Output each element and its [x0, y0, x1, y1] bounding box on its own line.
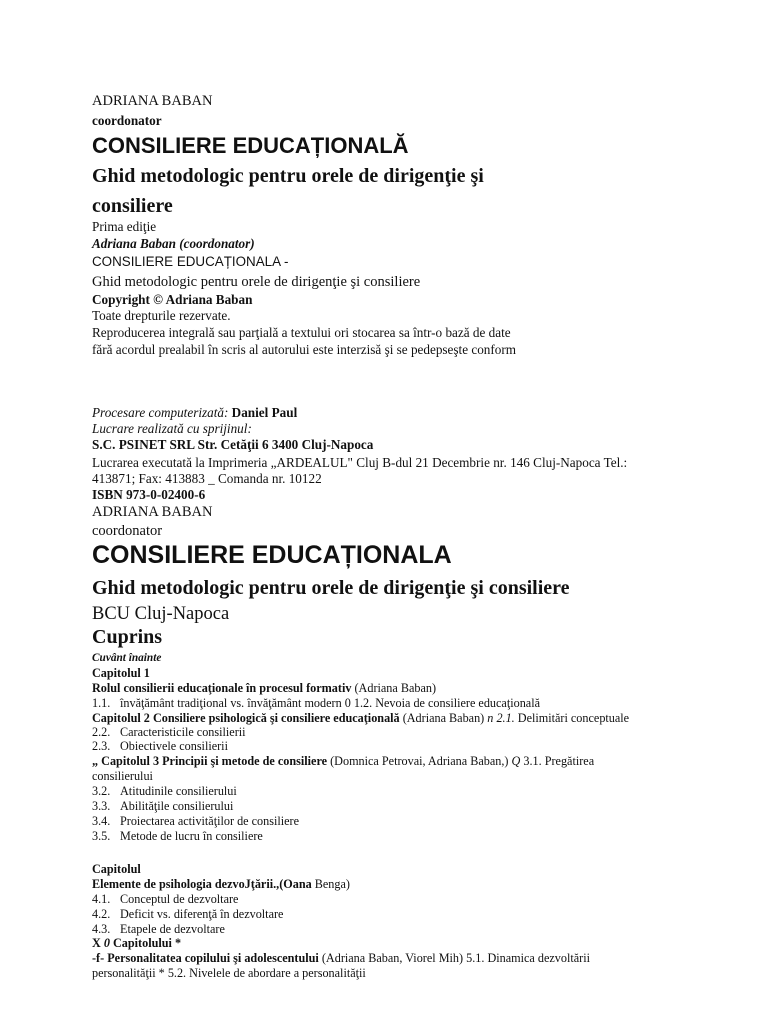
support-label: Lucrare realizată cu sprijinul:	[92, 421, 252, 436]
toc-chapter5-label: X 0 Capitolului *	[92, 936, 182, 950]
toc-item: 1.1. învăţământ tradiţional vs. învăţământ modern 0 1.2. Nevoia de consiliere educaţională	[92, 696, 540, 710]
toc-chapter1-title: Rolul consilierii educaţionale în procesul formativ	[92, 681, 352, 695]
title-plain: CONSILIERE EDUCAȚIONALA -	[92, 254, 289, 269]
toc-item: 4.1. Conceptul de dezvoltare	[92, 892, 239, 906]
author-coordinator: Adriana Baban (coordonator)	[92, 236, 255, 251]
toc-chapter1	[92, 682, 436, 695]
copyright: Copyright © Adriana Baban	[92, 292, 253, 307]
printing-line2: 413871; Fax: 413883 _ Comanda nr. 10122	[92, 471, 322, 486]
toc-chapter3-author: (Domnica Petrovai, Adriana Baban,)	[327, 754, 509, 768]
toc-item: 4.2. Deficit vs. diferenţă în dezvoltare	[92, 907, 284, 921]
contents-heading: Cuprins	[92, 626, 163, 648]
toc-chapter2: Capitolul 2 Consiliere psihologică şi consiliere educaţională (Adriana Baban) n 2.1. Delimitări conceptuale	[92, 711, 630, 725]
toc-chapter5-title: -f- Personalitatea copilului şi adolescentului	[92, 951, 319, 965]
subtitle-plain: Ghid metodologic pentru orele de dirigenţie şi consiliere	[92, 274, 421, 290]
sponsor: S.C. PSINET SRL Str. Cetăţii 6 3400 Cluj-Napoca	[92, 437, 374, 452]
reproduction-notice-line2: fără acordul prealabil în scris al autorului este interzisă şi se pedepseşte conform	[92, 342, 517, 357]
printing-line1: Lucrarea executată la Imprimeria „ARDEALUL" Cluj B-dul 21 Decembrie nr. 146 Cluj-Napoca Tel.:	[92, 455, 628, 470]
toc-chapter3-wrap: consilierului	[92, 769, 153, 783]
toc-item: 4.3. Etapele de dezvoltare	[92, 922, 225, 936]
edition: Prima ediţie	[92, 219, 157, 234]
toc-chapter1-label: Capitolul 1	[92, 666, 150, 680]
processing-label: Procesare computerizată:	[92, 405, 229, 420]
toc-chapter3-title: „ Capitolul 3 Principii şi metode de consiliere	[92, 754, 328, 768]
book-subtitle-2: Ghid metodologic pentru orele de dirigenţie şi consiliere	[92, 577, 570, 599]
toc-chapter1-author: (Adriana Baban)	[351, 681, 437, 695]
rights-reserved: Toate drepturile rezervate.	[92, 308, 231, 323]
toc-item: 3.4. Proiectarea activităţilor de consiliere	[92, 814, 300, 828]
toc-chapter4	[92, 878, 350, 891]
toc-chapter5-author: (Adriana Baban, Viorel Mih) 5.1. Dinamica dezvoltării	[318, 951, 590, 965]
toc-chapter3: „ Capitolul 3 Principii şi metode de consiliere (Domnica Petrovai, Adriana Baban,) Q 3.1. Pregătirea	[92, 754, 595, 768]
toc-chapter4-title: Elemente de psihologia dezvoJţării.,(Oana	[92, 877, 312, 891]
toc-foreword: Cuvânt înainte	[92, 652, 162, 664]
library-stamp: BCU Cluj-Napoca	[92, 604, 230, 624]
toc-item: 3.5. Metode de lucru în consiliere	[92, 829, 263, 843]
book-title: CONSILIERE EDUCAȚIONALĂ	[92, 133, 409, 158]
reproduction-notice-line1: Reproducerea integrală sau parţială a textului ori stocarea sa într-o bază de date	[92, 325, 511, 340]
toc-chapter5	[92, 952, 590, 965]
author-role-2: coordonator	[92, 523, 163, 539]
book-subtitle-line1: Ghid metodologic pentru orele de dirigenţie şi	[92, 165, 484, 187]
processing-name: Daniel Paul	[231, 405, 298, 420]
author-name: ADRIANA BABAN	[92, 93, 213, 109]
toc-chapter2-author: (Adriana Baban)	[399, 711, 485, 725]
toc-chapter4-label: Capitolul	[92, 862, 141, 876]
isbn: ISBN 973-0-02400-6	[92, 487, 206, 502]
toc-item: 2.2. Caracteristicile consilierii	[92, 725, 246, 739]
toc-chapter5-wrap: personalităţii * 5.2. Nivelele de abordare a personalităţii	[92, 966, 366, 980]
book-title-2: CONSILIERE EDUCAȚIONALA	[92, 541, 452, 569]
toc-item: 3.2. Atitudinile consilierului	[92, 784, 237, 798]
toc-item: 2.3. Obiectivele consilierii	[92, 739, 228, 753]
processing-line	[92, 406, 297, 420]
author-name-2: ADRIANA BABAN	[92, 504, 213, 520]
author-role: coordonator	[92, 113, 162, 128]
toc-item: 3.3. Abilităţile consilierului	[92, 799, 234, 813]
toc-chapter4-author: Benga)	[311, 877, 350, 891]
book-subtitle-line2: consiliere	[92, 195, 173, 217]
toc-chapter2-title: Capitolul 2 Consiliere psihologică şi consiliere educaţională	[92, 711, 400, 725]
